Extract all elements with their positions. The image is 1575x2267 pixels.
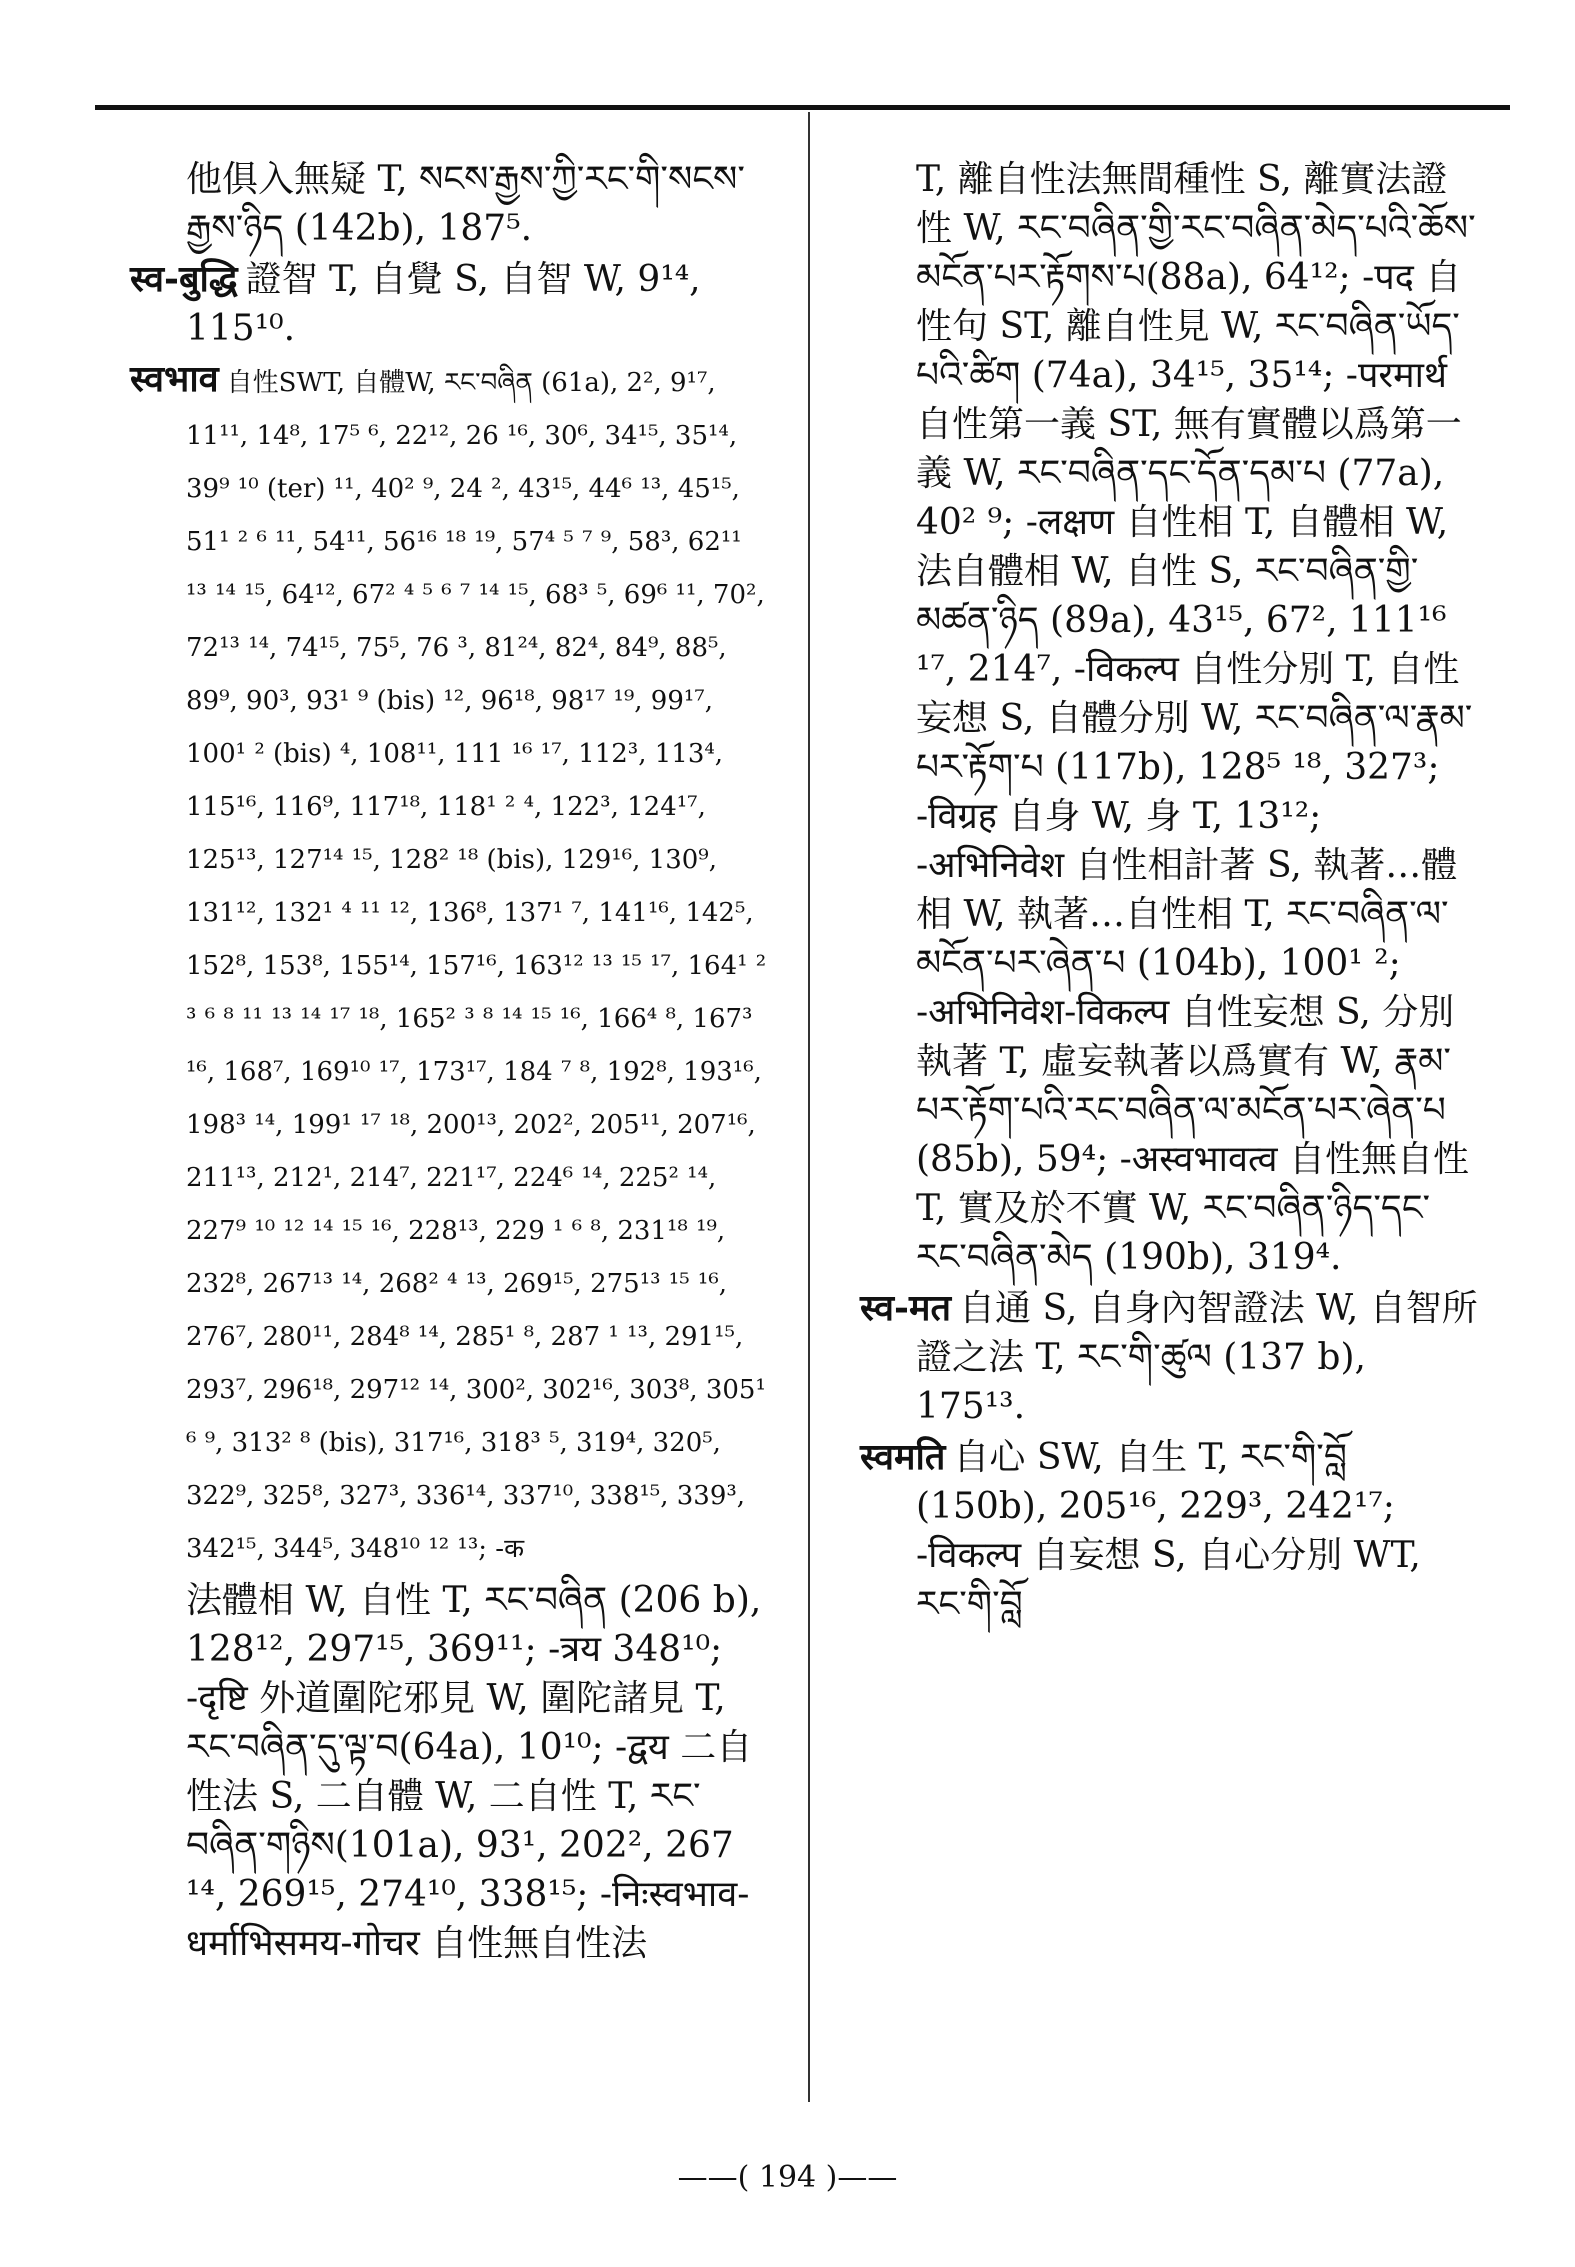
headword: स्व-मत: [860, 1287, 952, 1329]
entry-text: 證智 T, 自覺 S, 自智 W, 9¹⁴, 115¹⁰.: [186, 259, 701, 349]
left-column: [130, 155, 770, 1970]
dictionary-entry: [860, 155, 1480, 1282]
dictionary-entry: [860, 1284, 1480, 1431]
headword: स्व-बुद्धि: [130, 258, 238, 300]
page-number: ——( 194 )——: [677, 2160, 898, 2195]
entry-text: 他俱入無疑 T, སངས་རྒྱས་ཀྱི་རང་གི་སངས་རྒྱས་ཉིད (142b), 187⁵.: [186, 159, 745, 249]
dictionary-entry: [130, 255, 770, 353]
entry-text: T, 離自性法無間種性 S, 離實法證性 W, རང་བཞིན་གྱི་རང་བཞིན་མེད་པའི་ཆོས་མངོན་པར་རྟོགས་པ(88a), 64¹²; -पद 自性句 ST, 離自性見 W, རང་བཞིན་ཡོད་པའི་ཚིག (74a), 34¹⁵, 35¹⁴; -परमार्थ 自性第一義 ST, 無有實體以爲第一義 W, རང་བཞིན་དང་དོན་དམ་པ (77a), 40² ⁹; -लक्षण 自性相 T, 自體相 W, 法自體相 W, 自性 S, རང་བཞིན་གྱི་མཚན་ཉིད (89a), 43¹⁵, 67², 111¹⁶ ¹⁷, 214⁷, -विकल्प 自性分別 T, 自性妄想 S, 自體分別 W, རང་བཞིན་ལ་རྣམ་པར་རྟོག་པ (117b), 128⁵ ¹⁸, 327³; -विग्रह 自身 W, 身 T, 13¹²; -अभिनिवेश 自性相計著 S, 執著…體相 W, 執著…自性相 T, རང་བཞིན་ལ་མངོན་པར་ཞེན་པ (104b), 100¹ ²; -अभिनिवेश-विकल्प 自性妄想 S, 分別執著 T, 虛妄執著以爲實有 W, རྣམ་པར་རྟོག་པའི་རང་བཞིན་ལ་མངོན་པར་ཞེན་པ (85b), 59⁴; -अस्वभावत्व 自性無自性 T, 實及於不實 W, རང་བཞིན་ཉིད་དང་རང་བཞིན་མེད (190b), 319⁴.: [916, 159, 1476, 1278]
headword: स्वभाव: [130, 358, 219, 400]
column-divider: [808, 112, 810, 2102]
dictionary-entry: [130, 1576, 770, 1968]
right-column: [860, 155, 1480, 1631]
headword: स्वमति: [860, 1436, 946, 1478]
entry-text: 自性SWT, 自體W, རང་བཞིན (61a), 2², 9¹⁷, 11¹¹, 14⁸, 17⁵ ⁶, 22¹², 26 ¹⁶, 30⁶, 34¹⁵, 35¹⁴, 39⁹ ¹⁰ (ter) ¹¹, 40² ⁹, 24 ², 43¹⁵, 44⁶ ¹³, 45¹⁵, 51¹ ² ⁶ ¹¹, 54¹¹, 56¹⁶ ¹⁸ ¹⁹, 57⁴ ⁵ ⁷ ⁹, 58³, 62¹¹ ¹³ ¹⁴ ¹⁵, 64¹², 67² ⁴ ⁵ ⁶ ⁷ ¹⁴ ¹⁵, 68³ ⁵, 69⁶ ¹¹, 70², 72¹³ ¹⁴, 74¹⁵, 75⁵, 76 ³, 81²⁴, 82⁴, 84⁹, 88⁵, 89⁹, 90³, 93¹ ⁹ (bis) ¹², 96¹⁸, 98¹⁷ ¹⁹, 99¹⁷, 100¹ ² (bis) ⁴, 108¹¹, 111 ¹⁶ ¹⁷, 112³, 113⁴, 115¹⁶, 116⁹, 117¹⁸, 118¹ ² ⁴, 122³, 124¹⁷, 125¹³, 127¹⁴ ¹⁵, 128² ¹⁸ (bis), 129¹⁶, 130⁹, 131¹², 132¹ ⁴ ¹¹ ¹², 136⁸, 137¹ ⁷, 141¹⁶, 142⁵, 152⁸, 153⁸, 155¹⁴, 157¹⁶, 163¹² ¹³ ¹⁵ ¹⁷, 164¹ ² ³ ⁶ ⁸ ¹¹ ¹³ ¹⁴ ¹⁷ ¹⁸, 165² ³ ⁸ ¹⁴ ¹⁵ ¹⁶, 166⁴ ⁸, 167³ ¹⁶, 168⁷, 169¹⁰ ¹⁷, 173¹⁷, 184 ⁷ ⁸, 192⁸, 193¹⁶, 198³ ¹⁴, 199¹ ¹⁷ ¹⁸, 200¹³, 202², 205¹¹, 207¹⁶, 211¹³, 212¹, 214⁷, 221¹⁷, 224⁶ ¹⁴, 225² ¹⁴, 227⁹ ¹⁰ ¹² ¹⁴ ¹⁵ ¹⁶, 228¹³, 229 ¹ ⁶ ⁸, 231¹⁸ ¹⁹, 232⁸, 267¹³ ¹⁴, 268² ⁴ ¹³, 269¹⁵, 275¹³ ¹⁵ ¹⁶, 276⁷, 280¹¹, 284⁸ ¹⁴, 285¹ ⁸, 287 ¹ ¹³, 291¹⁵, 293⁷, 296¹⁸, 297¹² ¹⁴, 300², 302¹⁶, 303⁸, 305¹ ⁶ ⁹, 313² ⁸ (bis), 317¹⁶, 318³ ⁵, 319⁴, 320⁵, 322⁹, 325⁸, 327³, 336¹⁴, 337¹⁰, 338¹⁵, 339³, 342¹⁵, 344⁵, 348¹⁰ ¹² ¹³; -क: [186, 368, 767, 1564]
entry-text: 自通 S, 自身內智證法 W, 自智所證之法 T, རང་གི་ཚུལ (137 b), 175¹³.: [916, 1288, 1478, 1427]
dictionary-entry: [130, 355, 770, 1574]
entry-text: 法體相 W, 自性 T, རང་བཞིན (206 b), 128¹², 297¹⁵, 369¹¹; -त्रय 348¹⁰; -दृष्टि 外道圍陀邪見 W, 圍陀諸見 T, རང་བཞིན་དུ་ལྟ་བ(64a), 10¹⁰; -द्वय 二自性法 S, 二自體 W, 二自性 T, རང་བཞིན་གཉིས(101a), 93¹, 202², 267 ¹⁴, 269¹⁵, 274¹⁰, 338¹⁵; -निःस्वभाव-धर्माभिसमय-गोचर 自性無自性法: [186, 1580, 762, 1964]
top-rule: [95, 105, 1510, 110]
entry-text: 自心 SW, 自生 T, རང་གི་བློ (150b), 205¹⁶, 229³, 242¹⁷; -विकल्प 自妄想 S, 自心分別 WT, རང་གི་བློ: [916, 1437, 1421, 1625]
dictionary-entry: [860, 1433, 1480, 1629]
dictionary-entry: [130, 155, 770, 253]
